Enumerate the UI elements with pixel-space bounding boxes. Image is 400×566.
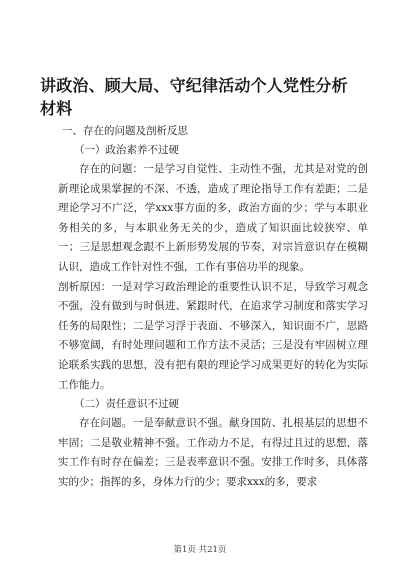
page-number-footer: 第1页 共21页 [173, 545, 227, 555]
document-body [58, 122, 368, 493]
paragraph-causes: 剖析原因：一是对学习政治理论的重要性认识不足，导致学习观念不强，没有做到与时俱进、紧跟时代，在追求学习制度和落实学习任务的局限性；二是学习浮于表面、不够深入，知识面不广，思路不够宽阔，有时处理问题和工作方法不灵活；三是没有牢固树立理论联系实践的思想，没有把有限的理论学习成果更好的转化为实际工作能力。 [58, 280, 368, 391]
paragraph-responsibility-problems: 存在问题。一是奉献意识不强。献身国防、扎根基层的思想不牢固；二是敬业精神不强。工作动力不足，有得过且过的思想，落实工作有时存在偏差；三是表率意识不强。安排工作时多，具体落实的少；指挥的多，身体力行的少；要求xxx的多，要求 [58, 417, 368, 488]
subsection-heading-responsibility: （二）责任意识不过硬 [74, 398, 179, 411]
subsection-heading-political: （一）政治素养不过硬 [74, 144, 179, 156]
paragraph-problems: 存在的问题：一是学习自觉性、主动性不强，尤其是对党的创新理论成果掌握的不深、不透，造成了理论指导工作有差距；二是理论学习不广泛，学xxx事方面的多，政治方面的少；学与本职业务相关的多，与本职业务无关的少，造成了知识面比较狭窄、单一；三是思想观念跟不上新形势发展的节奏，对宗旨意识存在模糊认识，造成工作针对性不强，工作有事倍功半的现象。 [58, 163, 368, 273]
section-heading: 一、存在的问题及剖析反思 [62, 125, 188, 137]
document-title: 讲政治、顾大局、守纪律活动个人党性分析材料 [40, 76, 348, 118]
